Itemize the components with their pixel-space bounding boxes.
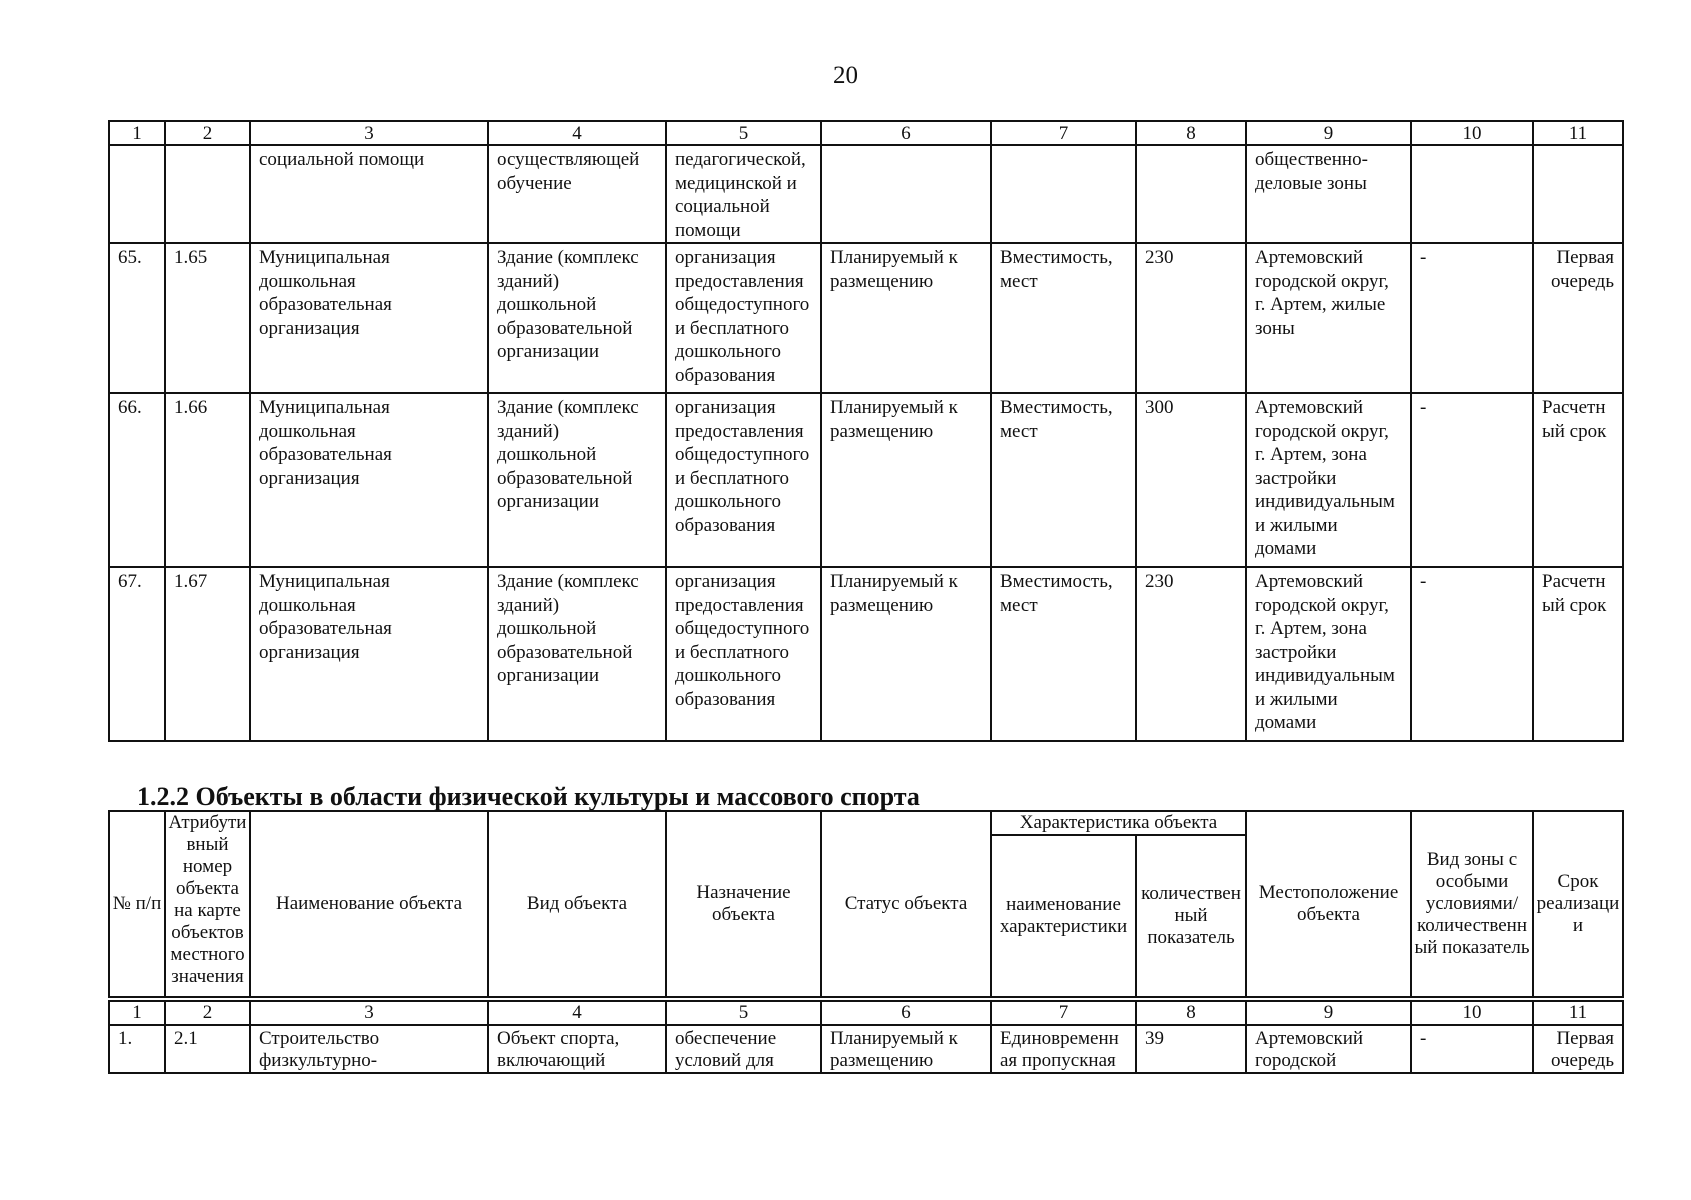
column-number: 9 bbox=[1246, 999, 1411, 1025]
table-cell: 1. bbox=[109, 1025, 165, 1073]
table-cell: 67. bbox=[109, 567, 165, 741]
table-cell: организация предоставления общедоступного и бесплатного дошкольного образования bbox=[666, 567, 821, 741]
table-row bbox=[109, 393, 1623, 567]
header-object-name: Наименование объекта bbox=[250, 811, 488, 999]
table-cell bbox=[1136, 145, 1246, 243]
table-cell: Артемовский городской bbox=[1246, 1025, 1411, 1073]
table-cell: организация предоставления общедоступного и бесплатного дошкольного образования bbox=[666, 393, 821, 567]
table-cell: 1.65 bbox=[165, 243, 250, 393]
table-cell bbox=[821, 145, 991, 243]
table-cell: 230 bbox=[1136, 567, 1246, 741]
table-cell: 39 bbox=[1136, 1025, 1246, 1073]
table-cell: 1.67 bbox=[165, 567, 250, 741]
column-number: 8 bbox=[1136, 999, 1246, 1025]
header-object-status: Статус объекта bbox=[821, 811, 991, 999]
table-cell bbox=[991, 145, 1136, 243]
table-cell: 2.1 bbox=[165, 1025, 250, 1073]
table-cell: Единовременная пропускная bbox=[991, 1025, 1136, 1073]
table-cell: 1.66 bbox=[165, 393, 250, 567]
column-number: 11 bbox=[1533, 121, 1623, 145]
header-num: № п/п bbox=[109, 811, 165, 999]
section-title: 1.2.2 Объекты в области физической культуры и массового спорта bbox=[137, 782, 920, 811]
column-number: 5 bbox=[666, 121, 821, 145]
table-cell: - bbox=[1411, 567, 1533, 741]
table-cell: организация предоставления общедоступного и бесплатного дошкольного образования bbox=[666, 243, 821, 393]
table-cell: - bbox=[1411, 393, 1533, 567]
table-cell: педагогической, медицинской и социальной помощи bbox=[666, 145, 821, 243]
table-row bbox=[109, 567, 1623, 741]
column-number: 9 bbox=[1246, 121, 1411, 145]
table-cell: Планируемый к размещению bbox=[821, 567, 991, 741]
sports-objects-table bbox=[108, 810, 1624, 1074]
table-cell: Расчетный срок bbox=[1533, 393, 1623, 567]
column-number: 6 bbox=[821, 999, 991, 1025]
column-number: 1 bbox=[109, 999, 165, 1025]
table-row bbox=[109, 1025, 1623, 1073]
column-number: 4 bbox=[488, 121, 666, 145]
table-cell: Вместимость, мест bbox=[991, 393, 1136, 567]
column-number: 11 bbox=[1533, 999, 1623, 1025]
table-cell: Объект спорта, включающий bbox=[488, 1025, 666, 1073]
column-number: 10 bbox=[1411, 999, 1533, 1025]
header-characteristic-group: Характеристика объекта bbox=[991, 811, 1246, 835]
column-number: 8 bbox=[1136, 121, 1246, 145]
table-cell: Муниципальная дошкольная образовательная организация bbox=[250, 393, 488, 567]
table-cell: общественно-деловые зоны bbox=[1246, 145, 1411, 243]
column-number: 1 bbox=[109, 121, 165, 145]
column-number: 7 bbox=[991, 121, 1136, 145]
table-cell: Артемовский городской округ, г. Артем, зона застройки индивидуальными жилыми домами bbox=[1246, 393, 1411, 567]
header-characteristic-quantity: количественный показатель bbox=[1136, 835, 1246, 999]
table-cell: Планируемый к размещению bbox=[821, 243, 991, 393]
table-cell: 66. bbox=[109, 393, 165, 567]
table-cell: Расчетный срок bbox=[1533, 567, 1623, 741]
table-cell: - bbox=[1411, 243, 1533, 393]
table-cell: Планируемый к размещению bbox=[821, 393, 991, 567]
header-row bbox=[109, 811, 1623, 835]
table-cell: Вместимость, мест bbox=[991, 243, 1136, 393]
objects-table-continuation bbox=[108, 120, 1624, 742]
table-cell: Артемовский городской округ, г. Артем, зона застройки индивидуальными жилыми домами bbox=[1246, 567, 1411, 741]
table-cell: Вместимость, мест bbox=[991, 567, 1136, 741]
table-cell: 230 bbox=[1136, 243, 1246, 393]
column-number: 7 bbox=[991, 999, 1136, 1025]
table-cell: Планируемый к размещению bbox=[821, 1025, 991, 1073]
column-number: 6 bbox=[821, 121, 991, 145]
header-object-purpose: Назначение объекта bbox=[666, 811, 821, 999]
table-cell: Здание (комплекс зданий) дошкольной образовательной организации bbox=[488, 567, 666, 741]
column-number: 10 bbox=[1411, 121, 1533, 145]
table-cell: осуществляющей обучение bbox=[488, 145, 666, 243]
table-cell: 300 bbox=[1136, 393, 1246, 567]
table-cell: Первая очередь bbox=[1533, 243, 1623, 393]
table-row bbox=[109, 243, 1623, 393]
table-cell: Первая очередь bbox=[1533, 1025, 1623, 1073]
column-number: 3 bbox=[250, 121, 488, 145]
table-cell: обеспечение условий для bbox=[666, 1025, 821, 1073]
table-cell: Здание (комплекс зданий) дошкольной образовательной организации bbox=[488, 393, 666, 567]
column-number: 2 bbox=[165, 999, 250, 1025]
table-row bbox=[109, 145, 1623, 243]
header-characteristic-name: наименование характеристики bbox=[991, 835, 1136, 999]
table-cell: - bbox=[1411, 1025, 1533, 1073]
table-cell bbox=[109, 145, 165, 243]
column-number: 4 bbox=[488, 999, 666, 1025]
page-number: 20 bbox=[833, 62, 858, 89]
table-cell: Строительство физкультурно- bbox=[250, 1025, 488, 1073]
column-numbers-row bbox=[109, 121, 1623, 145]
table-cell: Муниципальная дошкольная образовательная организация bbox=[250, 243, 488, 393]
table-cell: 65. bbox=[109, 243, 165, 393]
header-attr-number: Атрибутивный номер объекта на карте объектов местного значения bbox=[165, 811, 250, 999]
table-cell: Муниципальная дошкольная образовательная организация bbox=[250, 567, 488, 741]
header-zone: Вид зоны с особыми условиями/ количественный показатель bbox=[1411, 811, 1533, 999]
header-location: Местоположение объекта bbox=[1246, 811, 1411, 999]
column-numbers-row bbox=[109, 999, 1623, 1025]
table-cell bbox=[165, 145, 250, 243]
table-cell bbox=[1411, 145, 1533, 243]
table-cell: Здание (комплекс зданий) дошкольной образовательной организации bbox=[488, 243, 666, 393]
header-term: Срок реализации bbox=[1533, 811, 1623, 999]
table-cell bbox=[1533, 145, 1623, 243]
table-cell: Артемовский городской округ, г. Артем, жилые зоны bbox=[1246, 243, 1411, 393]
table-cell: социальной помощи bbox=[250, 145, 488, 243]
column-number: 5 bbox=[666, 999, 821, 1025]
header-object-type: Вид объекта bbox=[488, 811, 666, 999]
column-number: 2 bbox=[165, 121, 250, 145]
column-number: 3 bbox=[250, 999, 488, 1025]
